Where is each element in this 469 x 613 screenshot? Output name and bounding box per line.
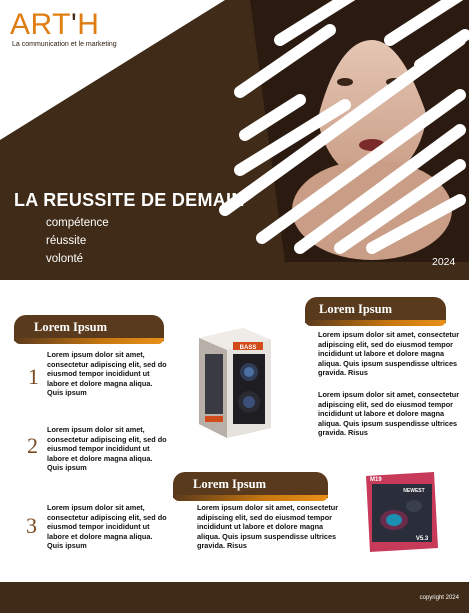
logo-text-end: H xyxy=(77,8,100,41)
header-accent xyxy=(14,338,164,344)
step-text: Lorem ipsum dolor sit amet, consectetur adipiscing elit, sed do eiusmod tempor incididunt ut labore et dolore magna aliqua. Quis ipsum xyxy=(47,350,167,398)
earbuds-label: M19 xyxy=(370,477,382,483)
section-title: Lorem Ipsum xyxy=(319,302,393,316)
step-number: 3 xyxy=(26,513,37,538)
paragraph-right-1: Lorem ipsum dolor sit amet, consectetur adipiscing elit, sed do eiusmod tempor incididunt ut labore et dolore magna aliqua. Quis ipsum suspendisse ultrices gravida. Risus xyxy=(318,330,460,378)
speaker-label: BASS xyxy=(239,345,257,351)
earbuds-product-image xyxy=(362,470,442,555)
value-item: volonté xyxy=(46,253,84,265)
hero-banner xyxy=(0,0,469,280)
step-number: 2 xyxy=(27,433,38,458)
section-header-right xyxy=(305,297,446,323)
section-title: Lorem Ipsum xyxy=(34,320,108,334)
header-accent xyxy=(173,495,328,501)
copyright-text: copyright 2024 xyxy=(419,595,459,601)
value-item: réussite xyxy=(46,235,87,247)
hero-headline: LA REUSSITE DE DEMAIN xyxy=(14,190,245,210)
step-text: Lorem ipsum dolor sit amet, consectetur adipiscing elit, sed do eiusmod tempor incididunt ut labore et dolore magna aliqua. Quis ipsum xyxy=(47,503,167,551)
section-header-left xyxy=(14,315,164,341)
speaker-product-image xyxy=(193,324,273,440)
section-header-bottom xyxy=(173,472,328,498)
hero-year: 2024 xyxy=(432,256,456,268)
logo-tagline: La communication et le marketing xyxy=(12,41,117,48)
earbuds-version: V5.3 xyxy=(415,536,429,542)
section-title: Lorem Ipsum xyxy=(193,477,267,491)
header-accent xyxy=(305,320,446,326)
earbuds-brand: NEWEST xyxy=(403,488,425,494)
logo-apostrophe: ' xyxy=(70,8,78,41)
logo-text-main: ART xyxy=(10,8,71,41)
step-number: 1 xyxy=(28,364,39,389)
paragraph-bottom: Lorem ipsum dolor sit amet, consectetur adipiscing elit, sed do eiusmod tempor incididunt ut labore et dolore magna aliqua. Quis ipsum suspendisse ultrices gravida. Risus xyxy=(197,503,339,551)
values-list xyxy=(46,214,109,268)
step-text: Lorem ipsum dolor sit amet, consectetur adipiscing elit, sed do eiusmod tempor incididunt ut labore et dolore magna aliqua. Quis ipsum xyxy=(47,425,167,473)
brand-logo[interactable] xyxy=(10,8,99,42)
footer xyxy=(0,582,469,613)
paragraph-right-2: Lorem ipsum dolor sit amet, consectetur adipiscing elit, sed do eiusmod tempor incididunt ut labore et dolore magna aliqua. Quis ipsum suspendisse ultrices gravida. Risus xyxy=(318,390,460,438)
value-item: compétence xyxy=(46,217,109,229)
